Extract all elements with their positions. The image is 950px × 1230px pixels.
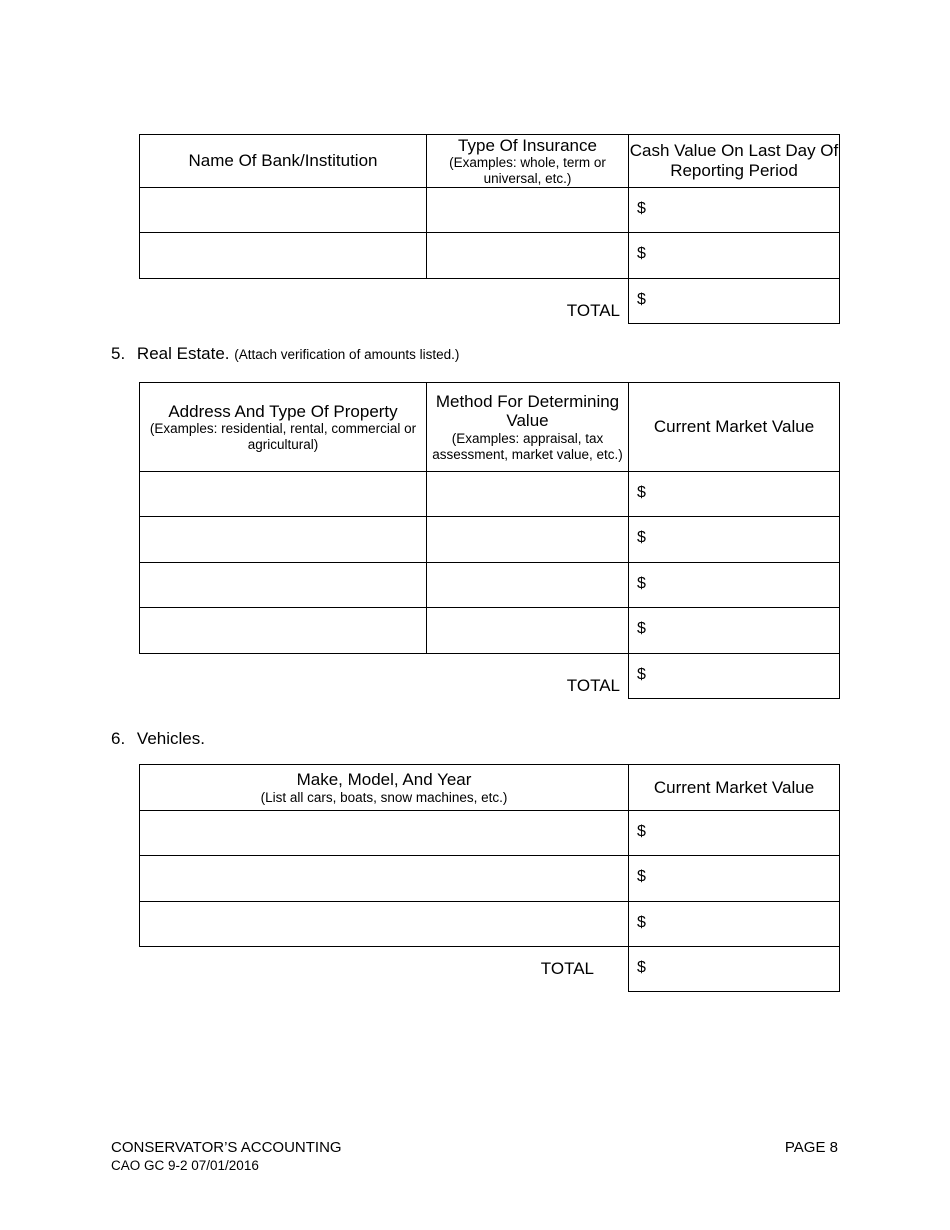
- table-row: [140, 188, 840, 233]
- section-5-heading: [111, 344, 459, 364]
- market-value-cell[interactable]: $: [629, 472, 840, 517]
- total-row: [140, 279, 840, 324]
- market-value-cell[interactable]: $: [629, 517, 840, 563]
- cash-value-cell[interactable]: $: [629, 188, 840, 233]
- total-label: TOTAL: [566, 300, 620, 320]
- vehicle-value-cell[interactable]: $: [629, 811, 840, 856]
- address-cell[interactable]: [140, 608, 427, 654]
- bank-name-cell[interactable]: [140, 233, 427, 279]
- real-estate-table: [139, 382, 840, 699]
- total-label: TOTAL: [540, 959, 594, 979]
- header-valuation-method: Method For Determining Value (Examples: appraisal, tax assessment, market value, etc.): [427, 383, 629, 472]
- insurance-table: [139, 134, 840, 324]
- vehicle-cell[interactable]: [140, 811, 629, 856]
- form-title: CONSERVATOR’S ACCOUNTING: [111, 1139, 342, 1156]
- section-title: Vehicles.: [136, 729, 205, 748]
- method-cell[interactable]: [427, 608, 629, 654]
- table-row: [140, 517, 840, 563]
- method-cell[interactable]: [427, 472, 629, 517]
- section-note: (Attach verification of amounts listed.): [234, 347, 460, 362]
- table-row: [140, 563, 840, 608]
- address-cell[interactable]: [140, 563, 427, 608]
- section-number: 5.: [111, 344, 126, 363]
- table-row: [140, 902, 840, 947]
- insurance-type-cell[interactable]: [427, 233, 629, 279]
- header-make-model-year: Make, Model, And Year (List all cars, boats, snow machines, etc.): [140, 765, 629, 811]
- vehicles-table: [139, 764, 840, 992]
- vehicle-value-cell[interactable]: $: [629, 856, 840, 902]
- vehicle-cell[interactable]: [140, 856, 629, 902]
- table-row: [140, 233, 840, 279]
- vehicle-cell[interactable]: [140, 902, 629, 947]
- header-cash-value: Cash Value On Last Day Of Reporting Period: [629, 135, 840, 188]
- total-row: [140, 947, 840, 992]
- header-bank-name: Name Of Bank/Institution: [140, 135, 427, 188]
- page-number: PAGE 8: [784, 1139, 838, 1156]
- header-market-value: Current Market Value: [629, 383, 840, 472]
- footer-left: [111, 1139, 342, 1175]
- table-row: [140, 608, 840, 654]
- address-cell[interactable]: [140, 472, 427, 517]
- method-cell[interactable]: [427, 517, 629, 563]
- table-row: [140, 811, 840, 856]
- total-cash-value-cell[interactable]: $: [629, 279, 840, 324]
- total-row: [140, 654, 840, 699]
- total-market-value-cell[interactable]: $: [629, 654, 840, 699]
- table-row: [140, 856, 840, 902]
- bank-name-cell[interactable]: [140, 188, 427, 233]
- total-vehicle-value-cell[interactable]: $: [629, 947, 840, 992]
- insurance-type-cell[interactable]: [427, 188, 629, 233]
- form-code: CAO GC 9-2 07/01/2016: [111, 1158, 259, 1173]
- cash-value-cell[interactable]: $: [629, 233, 840, 279]
- header-vehicle-market-value: Current Market Value: [629, 765, 840, 811]
- method-cell[interactable]: [427, 563, 629, 608]
- header-address-type: Address And Type Of Property (Examples: residential, rental, commercial or agricultural): [140, 383, 427, 472]
- market-value-cell[interactable]: $: [629, 608, 840, 654]
- vehicle-value-cell[interactable]: $: [629, 902, 840, 947]
- table-row: [140, 472, 840, 517]
- section-number: 6.: [111, 729, 126, 748]
- total-label: TOTAL: [566, 675, 620, 695]
- section-6-heading: [111, 729, 205, 749]
- section-title: Real Estate.: [136, 344, 230, 363]
- address-cell[interactable]: [140, 517, 427, 563]
- header-insurance-type: Type Of Insurance (Examples: whole, term or universal, etc.): [427, 135, 629, 188]
- market-value-cell[interactable]: $: [629, 563, 840, 608]
